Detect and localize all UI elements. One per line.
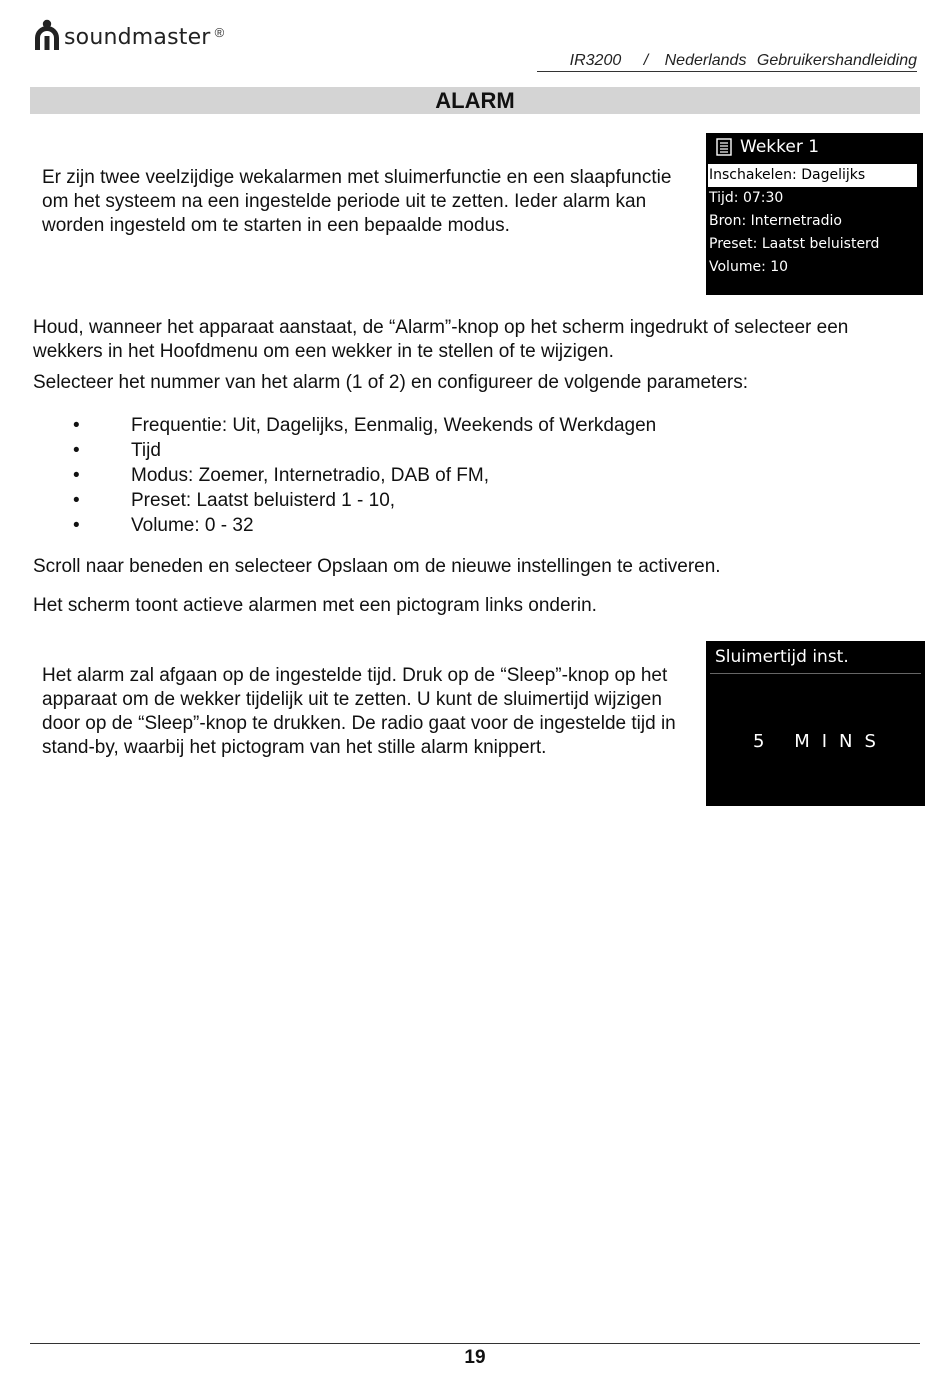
bullet: •: [73, 515, 80, 536]
brand-logo: [32, 18, 224, 58]
parameter-list: [33, 413, 833, 538]
alarm-settings-screen: [706, 133, 923, 295]
doc-type-label: Gebruikershandleiding: [756, 52, 917, 69]
list-item: [33, 488, 833, 513]
list-item-text: Frequentie: Uit, Dagelijks, Eenmalig, Weekends of Werkdagen: [131, 415, 657, 436]
alarm-row-enable: Inschakelen: Dagelijks: [708, 164, 917, 187]
document-header: [537, 52, 917, 72]
snooze-screen: [706, 641, 925, 806]
snooze-paragraph: Het alarm zal afgaan op de ingestelde tijd. Druk op de “Sleep”-knop op het apparaat om de wekker tijdelijk uit te zetten. U kunt de sluimertijd wijzigen door op de “Sleep”-knop te drukken. De radio gaat voor de ingestelde tijd in stand-by, waarbij het pictogram van het stille alarm knippert.: [42, 665, 676, 758]
bullet: •: [73, 415, 80, 436]
alarm-screen-header: [706, 133, 923, 161]
snooze-value: 5 MINS: [753, 731, 888, 752]
list-item: [33, 413, 833, 438]
page-number: 19: [464, 1347, 486, 1368]
list-item: [33, 513, 833, 538]
registered-mark: ®: [214, 25, 225, 40]
alarm-row-source: Bron: Internetradio: [709, 213, 842, 229]
model-name: IR3200: [569, 52, 622, 69]
alarm-icon-paragraph: Het scherm toont actieve alarmen met een pictogram links onderin.: [33, 595, 597, 616]
bullet: •: [73, 440, 80, 461]
hold-alarm-paragraph: Houd, wanneer het apparaat aanstaat, de “Alarm”-knop op het scherm ingedrukt of selecteer een wekkers in het Hoofdmenu om een wekker in te stellen of te wijzigen.: [33, 317, 849, 362]
list-item-text: Volume: 0 - 32: [131, 515, 254, 536]
soundmaster-logo-icon: [32, 18, 62, 52]
brand-name: soundmaster: [64, 25, 211, 50]
header-separator: /: [643, 52, 649, 69]
alarm-row-preset: Preset: Laatst beluisterd: [709, 236, 880, 252]
select-alarm-paragraph: Selecteer het nummer van het alarm (1 of 2) en configureer de volgende parameters:: [33, 372, 748, 393]
list-item-text: Modus: Zoemer, Internetradio, DAB of FM,: [131, 465, 489, 486]
language-label: Nederlands: [664, 52, 747, 69]
list-item-text: Preset: Laatst beluisterd 1 - 10,: [131, 490, 396, 511]
list-item: [33, 438, 833, 463]
snooze-screen-title: Sluimertijd inst.: [715, 647, 849, 667]
alarm-row-time: Tijd: 07:30: [709, 190, 784, 206]
list-item: [33, 463, 833, 488]
scroll-save-paragraph: Scroll naar beneden en selecteer Opslaan om de nieuwe instellingen te activeren.: [33, 556, 721, 577]
list-icon: [716, 138, 732, 156]
intro-paragraph: Er zijn twee veelzijdige wekalarmen met sluimerfunctie en een slaapfunctie om het systeem na een ingestelde periode uit te zetten. Ieder alarm kan worden ingesteld om te starten in een bepaalde modus.: [42, 167, 672, 236]
alarm-row-volume: Volume: 10: [709, 259, 789, 275]
section-title: ALARM: [30, 87, 920, 114]
list-item-text: Tijd: [131, 440, 161, 461]
bullet: •: [73, 465, 80, 486]
footer-divider: [30, 1343, 920, 1344]
alarm-screen-title: Wekker 1: [740, 137, 820, 157]
bullet: •: [73, 490, 80, 511]
snooze-screen-divider: [710, 673, 921, 674]
